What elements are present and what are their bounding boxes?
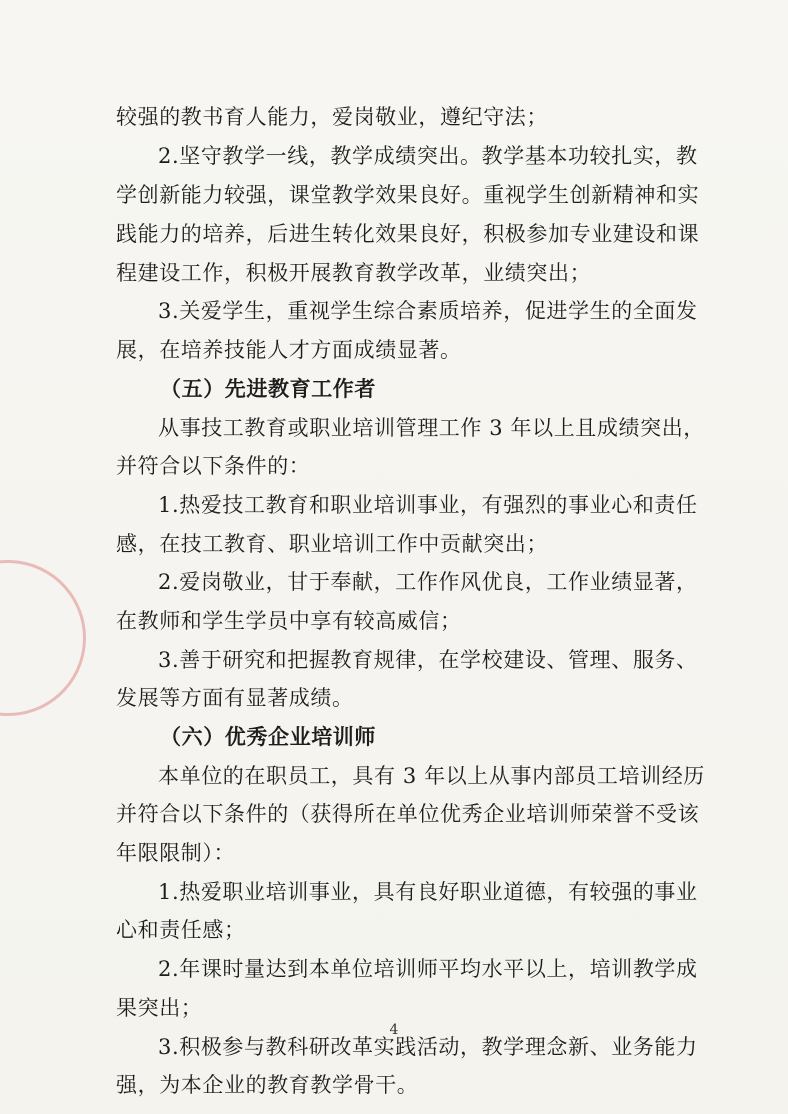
text-line: 学创新能力较强，课堂教学效果良好。重视学生创新精神和实	[116, 183, 700, 207]
text-line: 年限限制）：	[116, 841, 236, 865]
text-line: 发展等方面有显著成绩。	[116, 686, 354, 710]
text-line: 践能力的培养，后进生转化效果良好，积极参加专业建设和课	[116, 222, 700, 246]
text-line: 并符合以下条件的：	[116, 454, 311, 478]
text-line: 3.关爱学生，重视学生综合素质培养，促进学生的全面发	[158, 299, 698, 323]
text-line: 在教师和学生学员中享有较高威信；	[116, 609, 462, 633]
red-seal-stamp	[0, 538, 108, 738]
text-line: 果突出；	[116, 996, 203, 1020]
text-line: 1.热爱职业培训事业，具有良好职业道德，有较强的事业	[158, 880, 698, 904]
text-line: 感，在技工教育、职业培训工作中贡献突出；	[116, 532, 548, 556]
text-line: 从事技工教育或职业培训管理工作 3 年以上且成绩突出，	[158, 416, 705, 440]
text-line: 3.善于研究和把握教育规律，在学校建设、管理、服务、	[158, 648, 698, 672]
text-line: 强，为本企业的教育教学骨干。	[116, 1073, 419, 1097]
text-line: 较强的教书育人能力，爱岗敬业，遵纪守法；	[116, 105, 548, 129]
text-line: 程建设工作，积极开展教育教学改革，业绩突出；	[116, 261, 592, 285]
text-line: 2.坚守教学一线，教学成绩突出。教学基本功较扎实，教	[158, 144, 698, 168]
text-line: 2.年课时量达到本单位培训师平均水平以上，培训教学成	[158, 957, 698, 981]
text-line: 心和责任感；	[116, 918, 246, 942]
text-line: 并符合以下条件的（获得所在单位优秀企业培训师荣誉不受该	[116, 802, 700, 826]
page-number: 4	[389, 1022, 399, 1038]
section-heading: （六）优秀企业培训师	[160, 724, 376, 749]
text-line: 展，在培养技能人才方面成绩显著。	[116, 338, 462, 362]
text-line: 1.热爱技工教育和职业培训事业，有强烈的事业心和责任	[158, 493, 698, 517]
section-heading: （五）先进教育工作者	[160, 376, 376, 401]
text-line: 本单位的在职员工，具有 3 年以上从事内部员工培训经历	[158, 764, 705, 788]
text-line: 3.积极参与教科研改革实践活动，教学理念新、业务能力	[158, 1035, 698, 1059]
text-line: 2.爱岗敬业，甘于奉献，工作作风优良，工作业绩显著，	[158, 570, 698, 594]
